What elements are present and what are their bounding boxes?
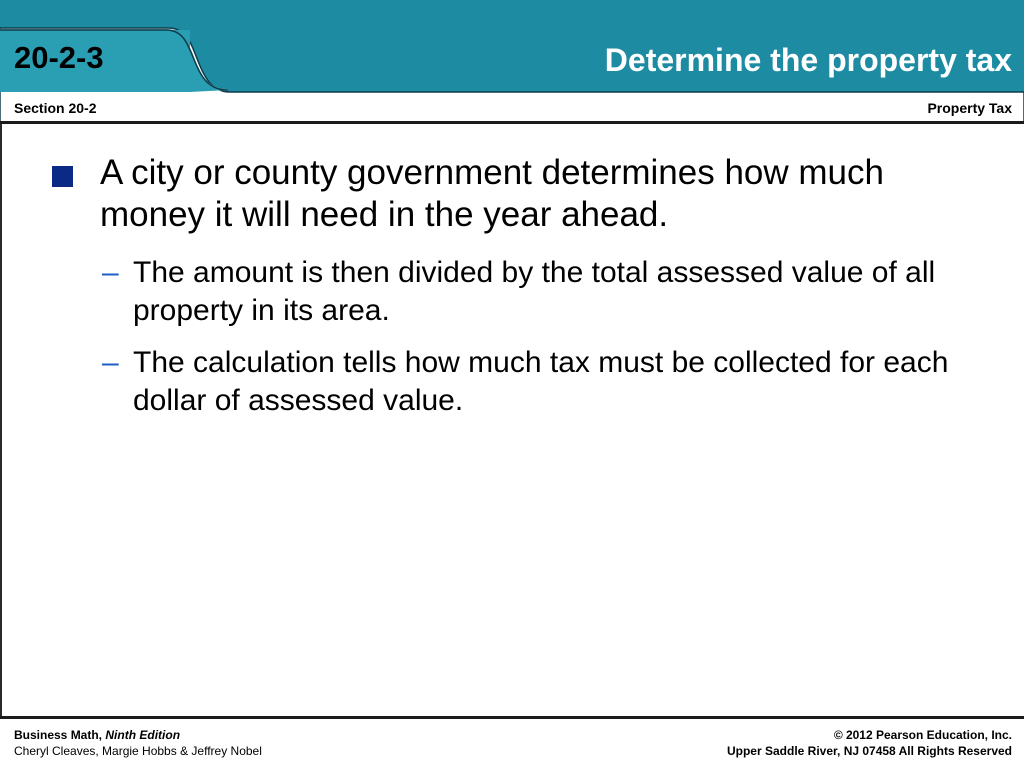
main-bullet-text: A city or county government determines how much money it will need in the year ahead.: [100, 153, 884, 234]
slide-body: [52, 152, 952, 434]
dash-bullet-icon: –: [102, 346, 119, 379]
sub-bullet-text: The calculation tells how much tax must be collected for each dollar of assessed value.: [133, 346, 949, 417]
topic-label: Property Tax: [927, 100, 1012, 116]
footer-divider: [0, 716, 1024, 719]
square-bullet-icon: [52, 166, 73, 187]
footer-authors: Cheryl Cleaves, Margie Hobbs & Jeffrey Nobel: [14, 744, 262, 758]
footer-edition: Ninth Edition: [105, 728, 181, 742]
footer-copyright: [727, 727, 1012, 759]
footer-book-info: [14, 727, 262, 759]
footer-book-title: Business Math,: [14, 728, 103, 742]
sub-bullet: [52, 254, 952, 330]
sub-bullet-list: [52, 254, 952, 420]
slide-title: Determine the property tax: [604, 42, 1012, 78]
sub-bullet: [52, 344, 952, 420]
copyright-symbol: ©: [833, 728, 843, 742]
dash-bullet-icon: –: [102, 256, 119, 289]
copyright-text: 2012 Pearson Education, Inc.: [845, 728, 1012, 742]
left-border: [0, 124, 2, 716]
footer-address: Upper Saddle River, NJ 07458 All Rights Reserved: [726, 744, 1012, 758]
slide-number: 20-2-3: [14, 40, 104, 75]
sub-bullet-text: The amount is then divided by the total assessed value of all property in its area.: [133, 256, 936, 327]
main-bullet: [52, 152, 952, 236]
section-label: Section 20-2: [14, 100, 97, 116]
header-divider: [0, 121, 1024, 124]
